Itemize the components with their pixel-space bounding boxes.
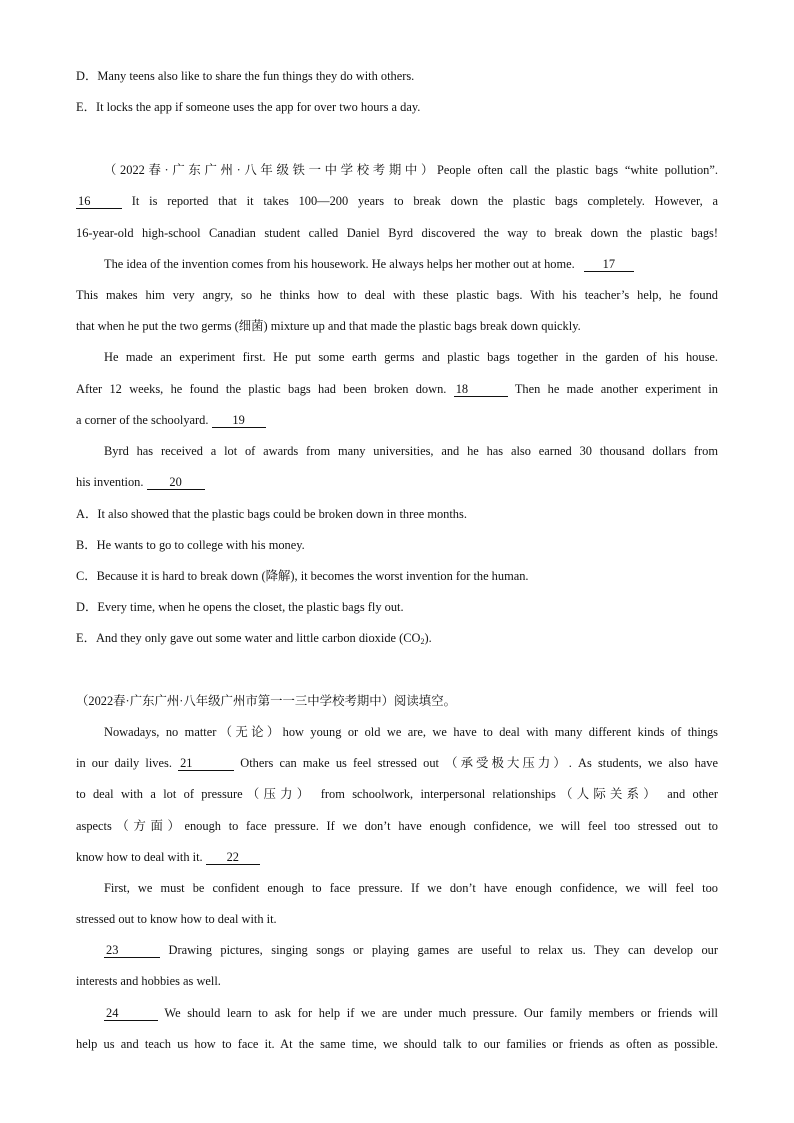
passage2-line: After 12 weeks, he found the plastic bags had been broken down. 18 Then he made another experiment in [76, 382, 718, 396]
passage3-line: help us and teach us how to face it. At the same time, we should talk to our families or friends as often as possible. [76, 1037, 718, 1051]
option-d: D．Many teens also like to share the fun things they do with others. [76, 69, 415, 83]
passage2-line: 16 It is reported that it takes 100—200 years to break down the plastic bags completely. However, a [78, 194, 718, 208]
passage3-line: 24 We should learn to ask for help if we are under much pressure. Our family members or friends will [106, 1006, 718, 1020]
blank-18: 18 [454, 382, 508, 397]
blank-24: 24 [104, 1006, 158, 1021]
passage3-line: aspects（方面）enough to face pressure. If we don’t have enough confidence, we will feel too stressed out to [76, 819, 718, 833]
passage2-line: his invention. 20 [76, 474, 718, 490]
blank-22: 22 [206, 850, 260, 865]
passage3-line: Nowadays, no matter（无论）how young or old we are, we have to deal with many different kinds of things [104, 725, 718, 739]
option-e: E．And they only gave out some water and little carbon dioxide $(CO_2)$. [76, 631, 432, 646]
blank-16: 16 [76, 194, 122, 209]
passage2-line: that when he put the two germs (细菌) mixture up and that made the plastic bags break down quickly. [76, 319, 581, 333]
source-label: （2022春·广东广州·八年级铁一中学校考期中） [104, 163, 438, 177]
blank-20: 20 [147, 475, 205, 490]
option-a: A．It also showed that the plastic bags could be broken down in three months. [76, 507, 467, 521]
blank-23: 23 [104, 943, 160, 958]
passage3-line: First, we must be confident enough to face pressure. If we don’t have enough confidence, we will feel too [104, 881, 718, 895]
option-e: E．It locks the app if someone uses the app for over two hours a day. [76, 100, 421, 114]
passage3-line: stressed out to know how to deal with it. [76, 912, 277, 926]
passage3-line: interests and hobbies as well. [76, 974, 221, 988]
passage3-line: know how to deal with it. 22 [76, 849, 718, 865]
passage2-line: He made an experiment first. He put some earth germs and plastic bags together in the garden of his house. [104, 350, 718, 364]
blank-21: 21 [178, 756, 234, 771]
passage2-line: 16-year-old high-school Canadian student called Daniel Byrd discovered the way to break down the plastic bags! [76, 226, 718, 240]
blank-19: 19 [212, 413, 266, 428]
passage2-line: （2022春·广东广州·八年级铁一中学校考期中）People often call the plastic bags “white pollution”. [104, 163, 718, 177]
passage2-line: a corner of the schoolyard. 19 [76, 412, 718, 428]
passage3-line: to deal with a lot of pressure（压力） from schoolwork, interpersonal relationships（人际关系） and other [76, 787, 718, 801]
passage2-line: Byrd has received a lot of awards from many universities, and he has also earned 30 thousand dollars from [104, 444, 718, 458]
option-c: C．Because it is hard to break down (降解), it becomes the worst invention for the human. [76, 569, 529, 583]
source-label: （2022春·广东广州·八年级广州市第一一三中学校考期中）阅读填空。 [76, 694, 456, 708]
passage2-line: The idea of the invention comes from his housework. He always helps her mother out at home. 17 [104, 256, 718, 272]
option-b: B．He wants to go to college with his money. [76, 538, 305, 552]
passage3-line: 23 Drawing pictures, singing songs or playing games are useful to relax us. They can develop our [106, 943, 718, 957]
passage2-line: This makes him very angry, so he thinks how to deal with these plastic bags. With his teacher’s help, he found [76, 288, 718, 302]
blank-17: 17 [584, 257, 634, 272]
passage3-line: in our daily lives. 21 Others can make us feel stressed out （承受极大压力）. As students, we also have [76, 756, 718, 770]
option-d: D．Every time, when he opens the closet, the plastic bags fly out. [76, 600, 404, 614]
